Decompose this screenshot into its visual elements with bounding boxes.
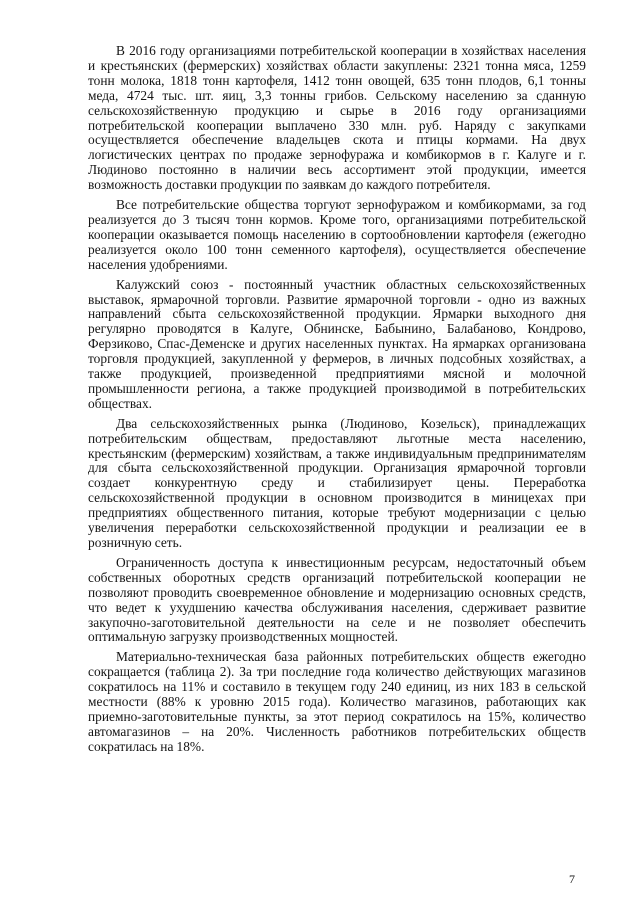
document-body — [88, 44, 586, 760]
paragraph-investment: Ограниченность доступа к инвестиционным ресурсам, недостаточный объем собственных оборотных средств организаций потребительской кооперации не позволяют проводить своевременное обновление и модернизацию основных средств, что ведет к ухудшению качества обслуживания населения, сдерживает развитие закупочно-заготовительной деятельности на селе и не позволяет обеспечить оптимальную загрузку производственных мощностей. — [88, 554, 586, 645]
paragraph-material-base: Материально-техническая база районных потребительских обществ ежегодно сокращается (таблица 2). За три последние года количество действующих магазинов сократилось на 11% и составило в текущем году 240 единиц, из них 183 в сельской местности (88% к уровню 2015 года). Количество магазинов, работающих как приемно-заготовительные пункты, за этот период сократилось на 15%, количество автомагазинов – на 20%. Численность работников потребительских обществ сократилась на 18%. — [88, 649, 586, 754]
page-number: 7 — [569, 872, 575, 886]
paragraph-fairs: Калужский союз - постоянный участник областных сельскохозяйственных выставок, ярмарочной торговли. Развитие ярмарочной торговли - одно из важных направлений сбыта сельскохозяйственной продукции. Ярмарки выходного дня регулярно проводятся в Калуге, Обнинске, Бабынино, Балабаново, Кондрово, Ферзиково, Спас-Деменске и других населенных пунктах. На ярмарках организована торговля продукцией, закупленной у фермеров, в личных подсобных хозяйствах, а также продукцией, произведенной предприятиями мясной и молочной промышленности региона, а также продукцией производимой в потребительских обществах. — [88, 276, 586, 411]
paragraph-feed-trade: Все потребительские общества торгуют зернофуражом и комбикормами, за год реализуется до 3 тысяч тонн кормов. Кроме того, организациями потребительской кооперации оказывается помощь населению в сортообновлении картофеля (ежегодно реализуется около 100 тонн семенного картофеля), осуществляется обеспечение населения удобрениями. — [88, 197, 586, 272]
paragraph-procurement: В 2016 году организациями потребительской кооперации в хозяйствах населения и крестьянских (фермерских) хозяйствах области закуплены: 2321 тонна мяса, 1259 тонн молока, 1818 тонн картофеля, 1412 тонн овощей, 635 тонн плодов, 6,1 тонны меда, 4724 тыс. шт. яиц, 3,3 тонны грибов. Сельскому населению за сданную сельскохозяйственную продукцию и сырье в 2016 году организациями потребительской кооперации выплачено 330 млн. руб. Наряду с закупками осуществляется обеспечение владельцев скота и птицы кормами. На двух логистических центрах по продаже зернофуража и комбикормов в г. Калуге и г. Людиново постоянно в наличии весь ассортимент этой продукции, имеется возможность доставки продукции по заявкам до каждого потребителя. — [88, 43, 586, 193]
paragraph-markets: Два сельскохозяйственных рынка (Людиново, Козельск), принадлежащих потребительским обществам, предоставляют льготные места населению, крестьянским (фермерским) хозяйствам, а также индивидуальным предпринимателям для сбыта сельскохозяйственной продукции. Организация ярмарочной торговли создает конкурентную среду и стабилизирует цены. Переработка сельскохозяйственной продукции в основном производится в миницехах при предприятиях общественного питания, которые требуют модернизации с целью увеличения переработки сельскохозяйственной продукции и реализации ее в розничную сеть. — [88, 415, 586, 550]
